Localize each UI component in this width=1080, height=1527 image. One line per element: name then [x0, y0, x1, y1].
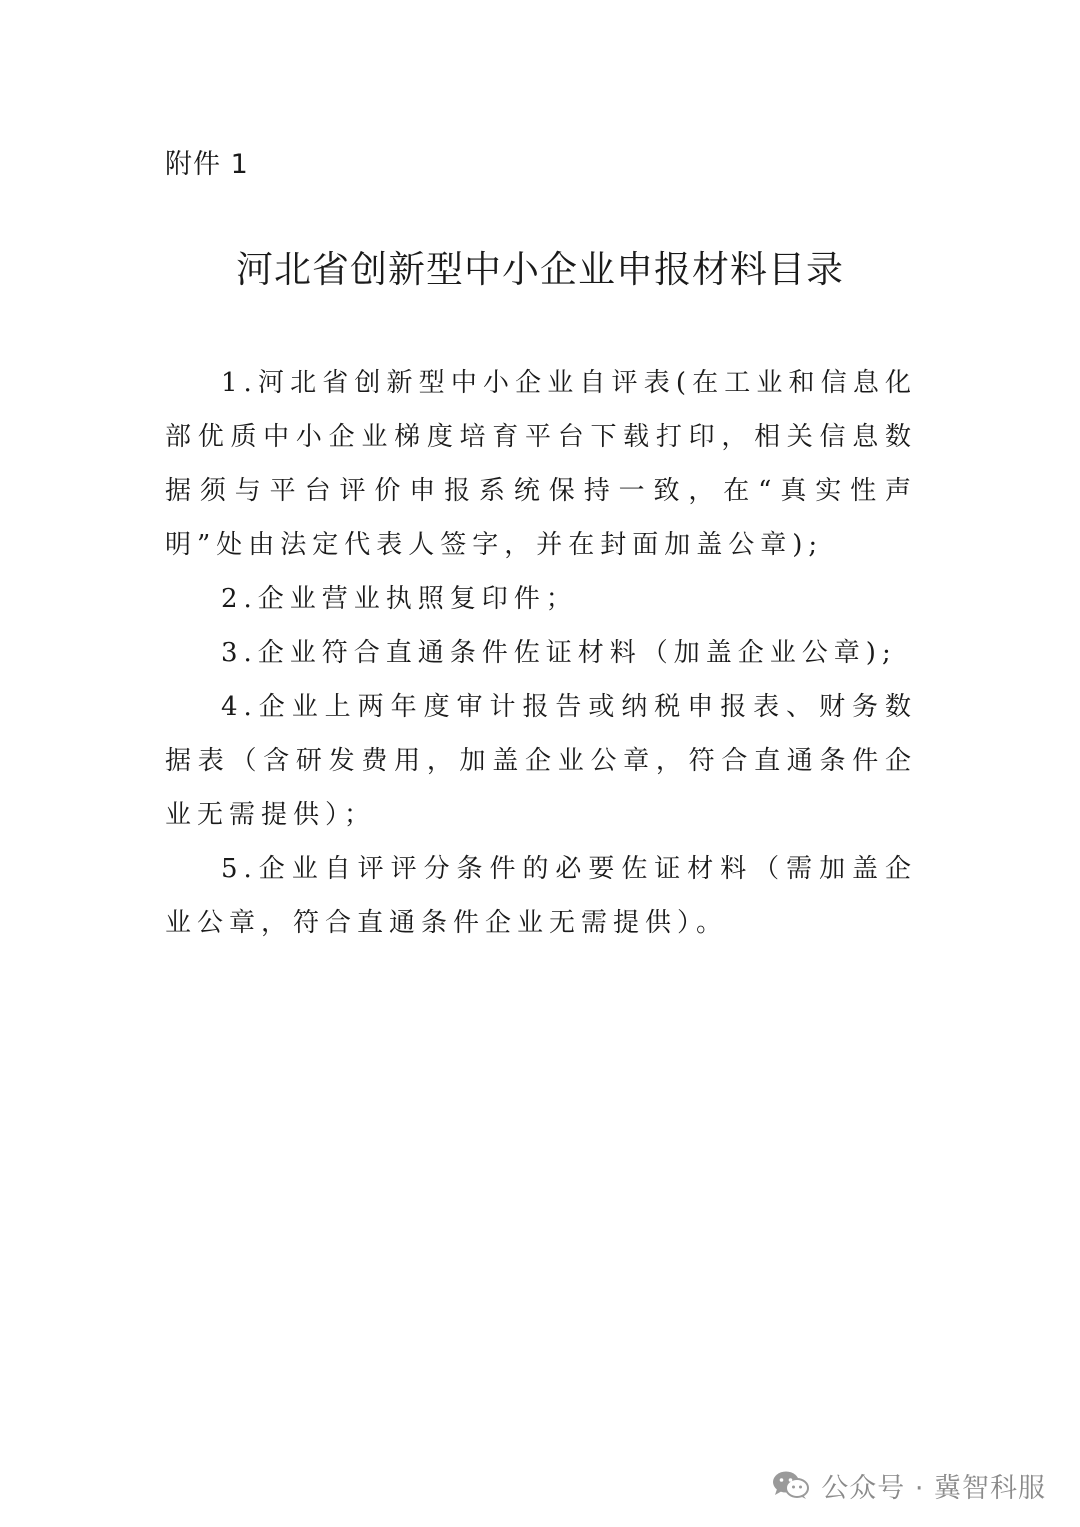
- attachment-label: 附件 1: [165, 149, 249, 180]
- watermark-text: 公众号 · 冀智科服: [821, 1472, 1046, 1504]
- list-item-2: 2.企业营业执照复印件；: [221, 584, 578, 614]
- list-item-5: 5.企业自评评分条件的必要佐证材料（需加盖企业公章，符合直通条件企业无需提供）。: [165, 854, 917, 938]
- list-item-1: 1.河北省创新型中小企业自评表(在工业和信息化部优质中小企业梯度培育平台下载打印，相关信息数据须与平台评价申报系统保持一致，在“真实性声明”处由法定代表人签字，并在封面加盖公章);: [165, 368, 917, 560]
- list-item-3: 3.企业符合直通条件佐证材料（加盖企业公章);: [221, 638, 897, 668]
- wechat-icon: [771, 1470, 809, 1500]
- document-title: 河北省创新型中小企业申报材料目录: [236, 248, 844, 291]
- list-item-4: 4.企业上两年度审计报告或纳税申报表、财务数据表（含研发费用，加盖企业公章，符合直通条件企业无需提供）；: [165, 692, 917, 830]
- document-body: [165, 356, 917, 950]
- watermark: [771, 1465, 1046, 1505]
